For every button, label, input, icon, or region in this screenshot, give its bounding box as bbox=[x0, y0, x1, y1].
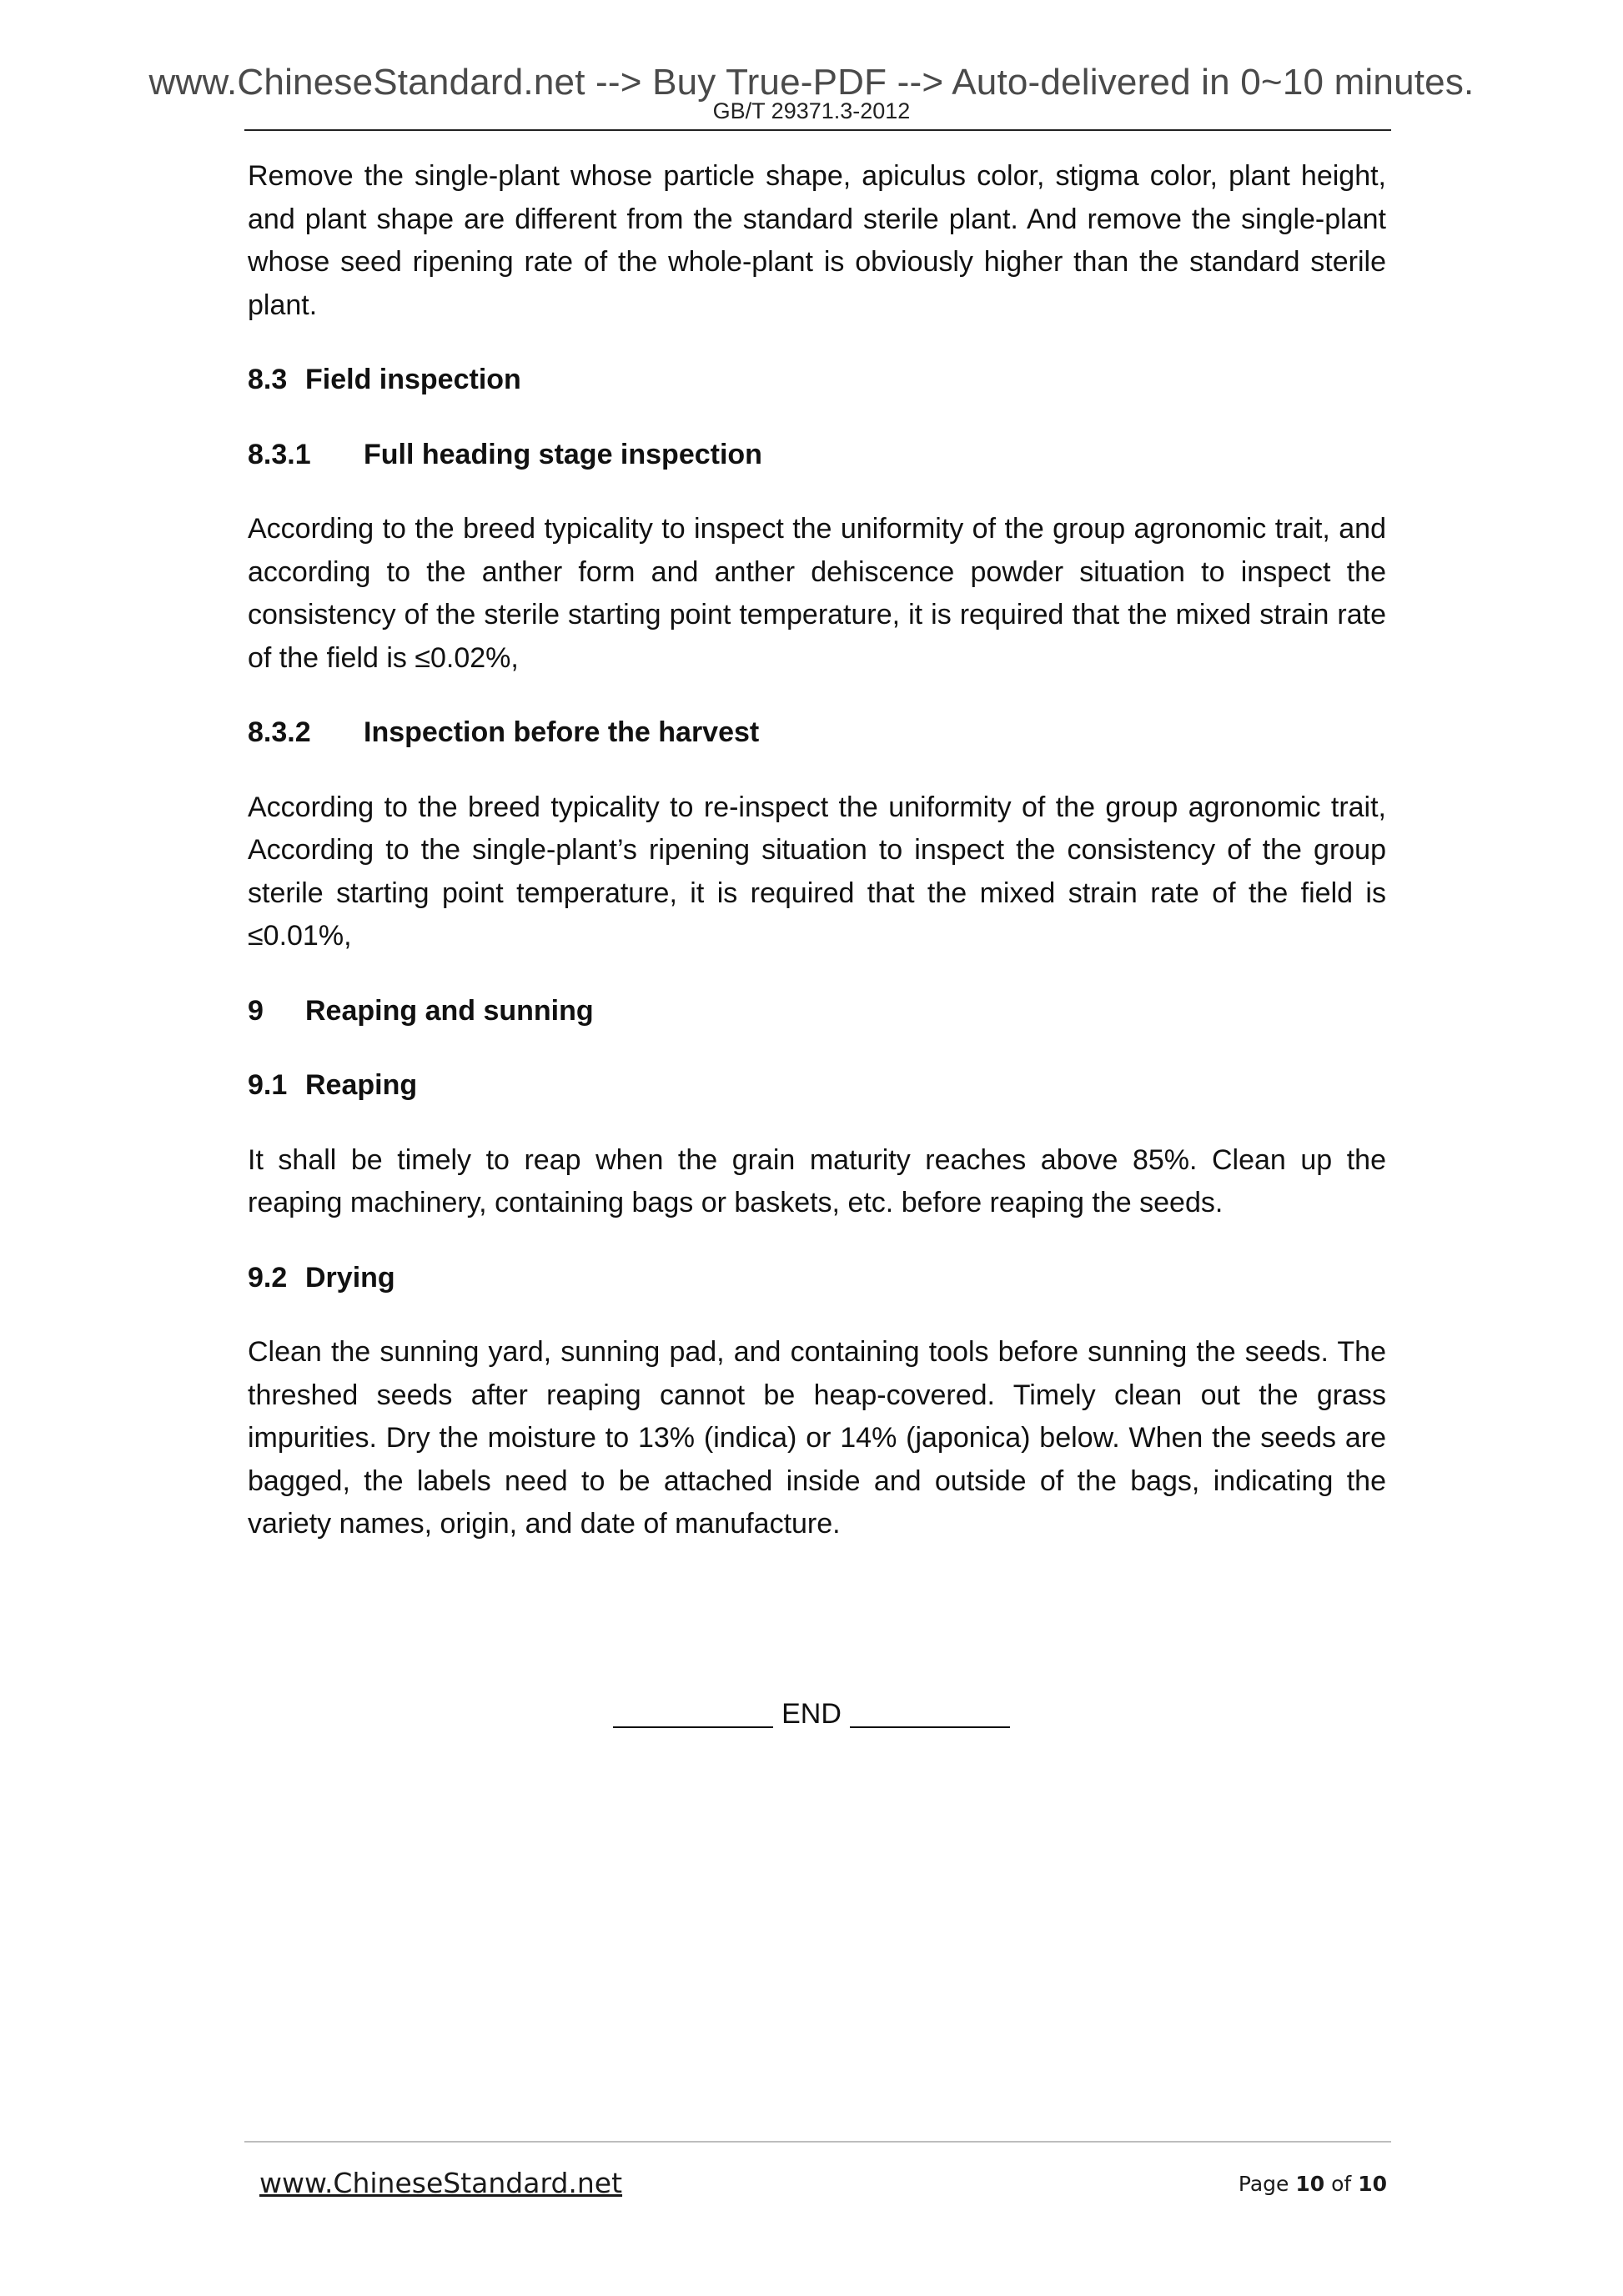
header-divider bbox=[244, 129, 1391, 131]
section-title: Field inspection bbox=[305, 364, 521, 395]
section-title: Reaping bbox=[305, 1069, 418, 1101]
section-heading-8-3 bbox=[248, 359, 1386, 402]
section-heading-9-2 bbox=[248, 1257, 1386, 1300]
end-marker bbox=[0, 1698, 1623, 1731]
section-title: Full heading stage inspection bbox=[364, 438, 762, 470]
page-current: 10 bbox=[1295, 2172, 1325, 2196]
section-heading-9-1 bbox=[248, 1064, 1386, 1108]
end-text: END bbox=[781, 1698, 842, 1730]
section-title: Reaping and sunning bbox=[305, 994, 594, 1027]
section-number: 9.2 bbox=[248, 1261, 288, 1294]
section-number: 8.3.2 bbox=[248, 716, 311, 748]
end-rule-left bbox=[613, 1726, 773, 1728]
footer-divider bbox=[244, 2141, 1391, 2143]
section-number: 9.1 bbox=[248, 1069, 288, 1101]
section-number: 9 bbox=[248, 994, 264, 1027]
page-of: of bbox=[1331, 2172, 1352, 2196]
section-heading-9 bbox=[248, 990, 1386, 1033]
page-number bbox=[1239, 2172, 1387, 2196]
section-heading-8-3-2 bbox=[248, 711, 1386, 755]
section-heading-8-3-1 bbox=[248, 434, 1386, 477]
section-number: 8.3 bbox=[248, 364, 288, 395]
document-code: GB/T 29371.3-2012 bbox=[712, 98, 911, 123]
section-title: Drying bbox=[305, 1261, 395, 1294]
paragraph-9-1: It shall be timely to reap when the grain maturity reaches above 85%. Clean up the reaping machinery, containing bags or baskets, etc. before reaping the seeds. bbox=[248, 1143, 1386, 1218]
page-word: Page bbox=[1238, 2172, 1289, 2196]
paragraph-9-2: Clean the sunning yard, sunning pad, and containing tools before sunning the seeds. The threshed seeds after reaping cannot be heap-covered. Timely clean out the grass impurities. Dry the moisture to 13% (indica) or 14% (japonica) below. When the seeds are bagged, the labels need to be attached inside and outside of the bags, indicating the variety names, origin, and date of manufacture. bbox=[248, 1336, 1386, 1540]
paragraph-8-3-2: According to the breed typicality to re-inspect the uniformity of the group agronomic trait, According to the single-plant’s ripening situation to inspect the consistency of the group sterile starting point temperature, it is required that the mixed strain rate of the field is ≤0.01%, bbox=[248, 791, 1386, 952]
site-banner: www.ChineseStandard.net --> Buy True-PDF --> Auto-delivered in 0~10 minutes. bbox=[148, 62, 1475, 103]
paragraph-8-3-1: According to the breed typicality to inspect the uniformity of the group agronomic trait, and according to the anther form and anther dehiscence powder situation to inspect the consistency of the sterile starting point temperature, it is required that the mixed strain rate of the field is ≤0.02%, bbox=[248, 513, 1386, 674]
end-rule-right bbox=[850, 1726, 1010, 1728]
section-number: 8.3.1 bbox=[248, 438, 311, 470]
intro-paragraph: Remove the single-plant whose particle shape, apiculus color, stigma color, plant height, and plant shape are different from the standard sterile plant. And remove the single-plant whose seed ripening rate of the whole-plant is obviously higher than the standard sterile plant. bbox=[248, 160, 1386, 321]
section-title: Inspection before the harvest bbox=[364, 716, 760, 748]
footer-site-link[interactable]: www.ChineseStandard.net bbox=[259, 2167, 623, 2199]
page-total: 10 bbox=[1358, 2172, 1387, 2196]
document-body bbox=[248, 155, 1386, 1578]
